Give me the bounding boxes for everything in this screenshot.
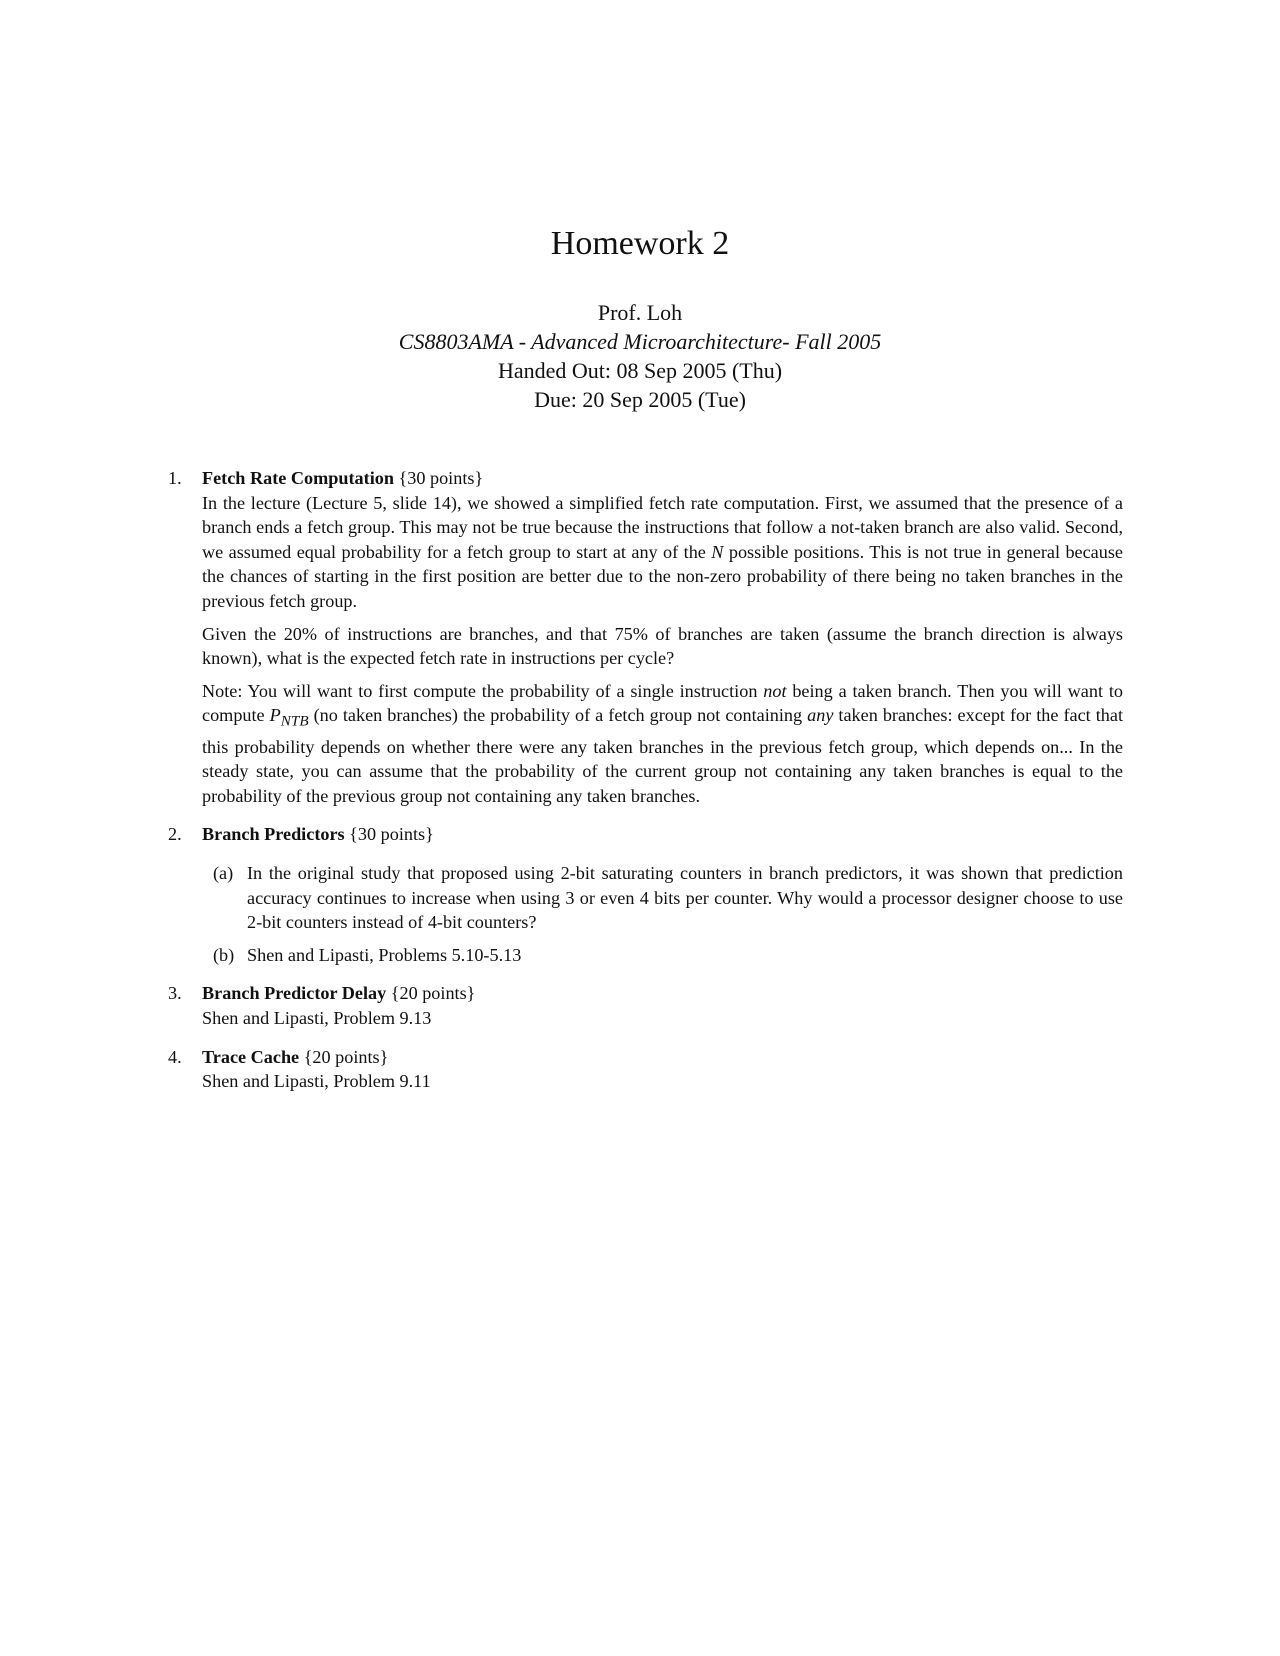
problem-paragraph: Given the 20% of instructions are branches, and that 75% of branches are taken (assume the branch direction is always known), what is the expected fetch rate in instructions per cycle?	[202, 623, 1123, 669]
document-title: Homework 2	[550, 225, 730, 262]
due-line: Due: 20 Sep 2005 (Tue)	[534, 387, 746, 412]
subproblem-b	[202, 943, 1123, 968]
problem-points: {30 points}	[349, 824, 434, 845]
math-variable	[269, 705, 309, 730]
text-run: Note: You will want to first compute the probability of a single instruction	[202, 680, 764, 701]
problem-title: Trace Cache	[202, 1046, 300, 1067]
subproblem-text: In the original study that proposed using 2-bit saturating counters in branch predictors, it was shown that prediction accuracy continues to increase when using 3 or even 4 bits per counter. Why would a processor designer choose to use 2-bit counters instead of 4-bit counters?	[247, 862, 1123, 933]
subproblem-a	[202, 861, 1123, 935]
handed-out-line: Handed Out: 08 Sep 2005 (Thu)	[497, 358, 783, 383]
text-run: In the lecture (Lecture 5, slide 14), we showed a simplified fetch rate computation. First, we assumed that the presence of a branch ends a fetch group. This may not be true because the instructions that follow a not-taken branch are also valid. Second, we assumed equal probability for a fetch group to start at any of the	[202, 492, 1123, 562]
problem-number: 4.	[168, 1046, 182, 1067]
course-line: CS8803AMA - Advanced Microarchitecture- Fall 2005	[398, 329, 882, 354]
emphasis: any	[807, 705, 834, 726]
text-run: being a taken branch. Then you will want to compute	[202, 680, 1123, 726]
math-symbol: P	[269, 705, 281, 726]
subproblem-label: (a)	[213, 862, 234, 883]
text-run: (no taken branches) the probability of a fetch group not containing	[308, 705, 808, 726]
problem-3	[168, 981, 1123, 1030]
subproblem-list	[202, 861, 1123, 967]
subproblem-label: (b)	[213, 944, 235, 965]
math-subscript: NTB	[280, 712, 309, 730]
problem-heading	[202, 1045, 1123, 1070]
document-meta	[0, 298, 1280, 414]
problem-title: Branch Predictor Delay	[202, 983, 387, 1004]
problem-paragraph	[202, 491, 1123, 614]
problem-heading	[202, 466, 1123, 491]
problem-1	[168, 466, 1123, 808]
subproblem-text: Shen and Lipasti, Problems 5.10-5.13	[247, 944, 522, 965]
math-variable: N	[711, 541, 724, 562]
problem-number: 3.	[168, 983, 182, 1004]
problem-text: Shen and Lipasti, Problem 9.11	[202, 1071, 431, 1092]
problem-note	[202, 679, 1123, 809]
emphasis: not	[763, 680, 787, 701]
problem-2	[168, 822, 1123, 967]
problem-points: {20 points}	[390, 983, 476, 1004]
text-run: taken branches: except for the fact that this probability depends on whether there were any taken branches in the previous fetch group, which depends on... In the steady state, you can assume that the probability of the current group not containing any taken branches is equal to the probability of the previous group not containing any taken branches.	[202, 705, 1123, 806]
problem-4	[168, 1045, 1123, 1094]
problem-points: {30 points}	[398, 468, 484, 488]
problem-list	[168, 466, 1123, 1108]
problem-title: Branch Predictors	[202, 824, 345, 845]
problem-heading	[202, 981, 1123, 1006]
author-line: Prof. Loh	[597, 300, 683, 325]
problem-title: Fetch Rate Computation	[202, 468, 394, 488]
problem-points: {20 points}	[303, 1046, 389, 1067]
problem-number: 2.	[168, 824, 182, 845]
problem-text: Shen and Lipasti, Problem 9.13	[202, 1007, 432, 1028]
problem-heading	[202, 822, 1123, 847]
text-run: possible positions. This is not true in general because the chances of starting in the first position are better due to the non-zero probability of there being no taken branches in the previous fetch group.	[202, 541, 1123, 611]
problem-number: 1.	[168, 468, 182, 488]
